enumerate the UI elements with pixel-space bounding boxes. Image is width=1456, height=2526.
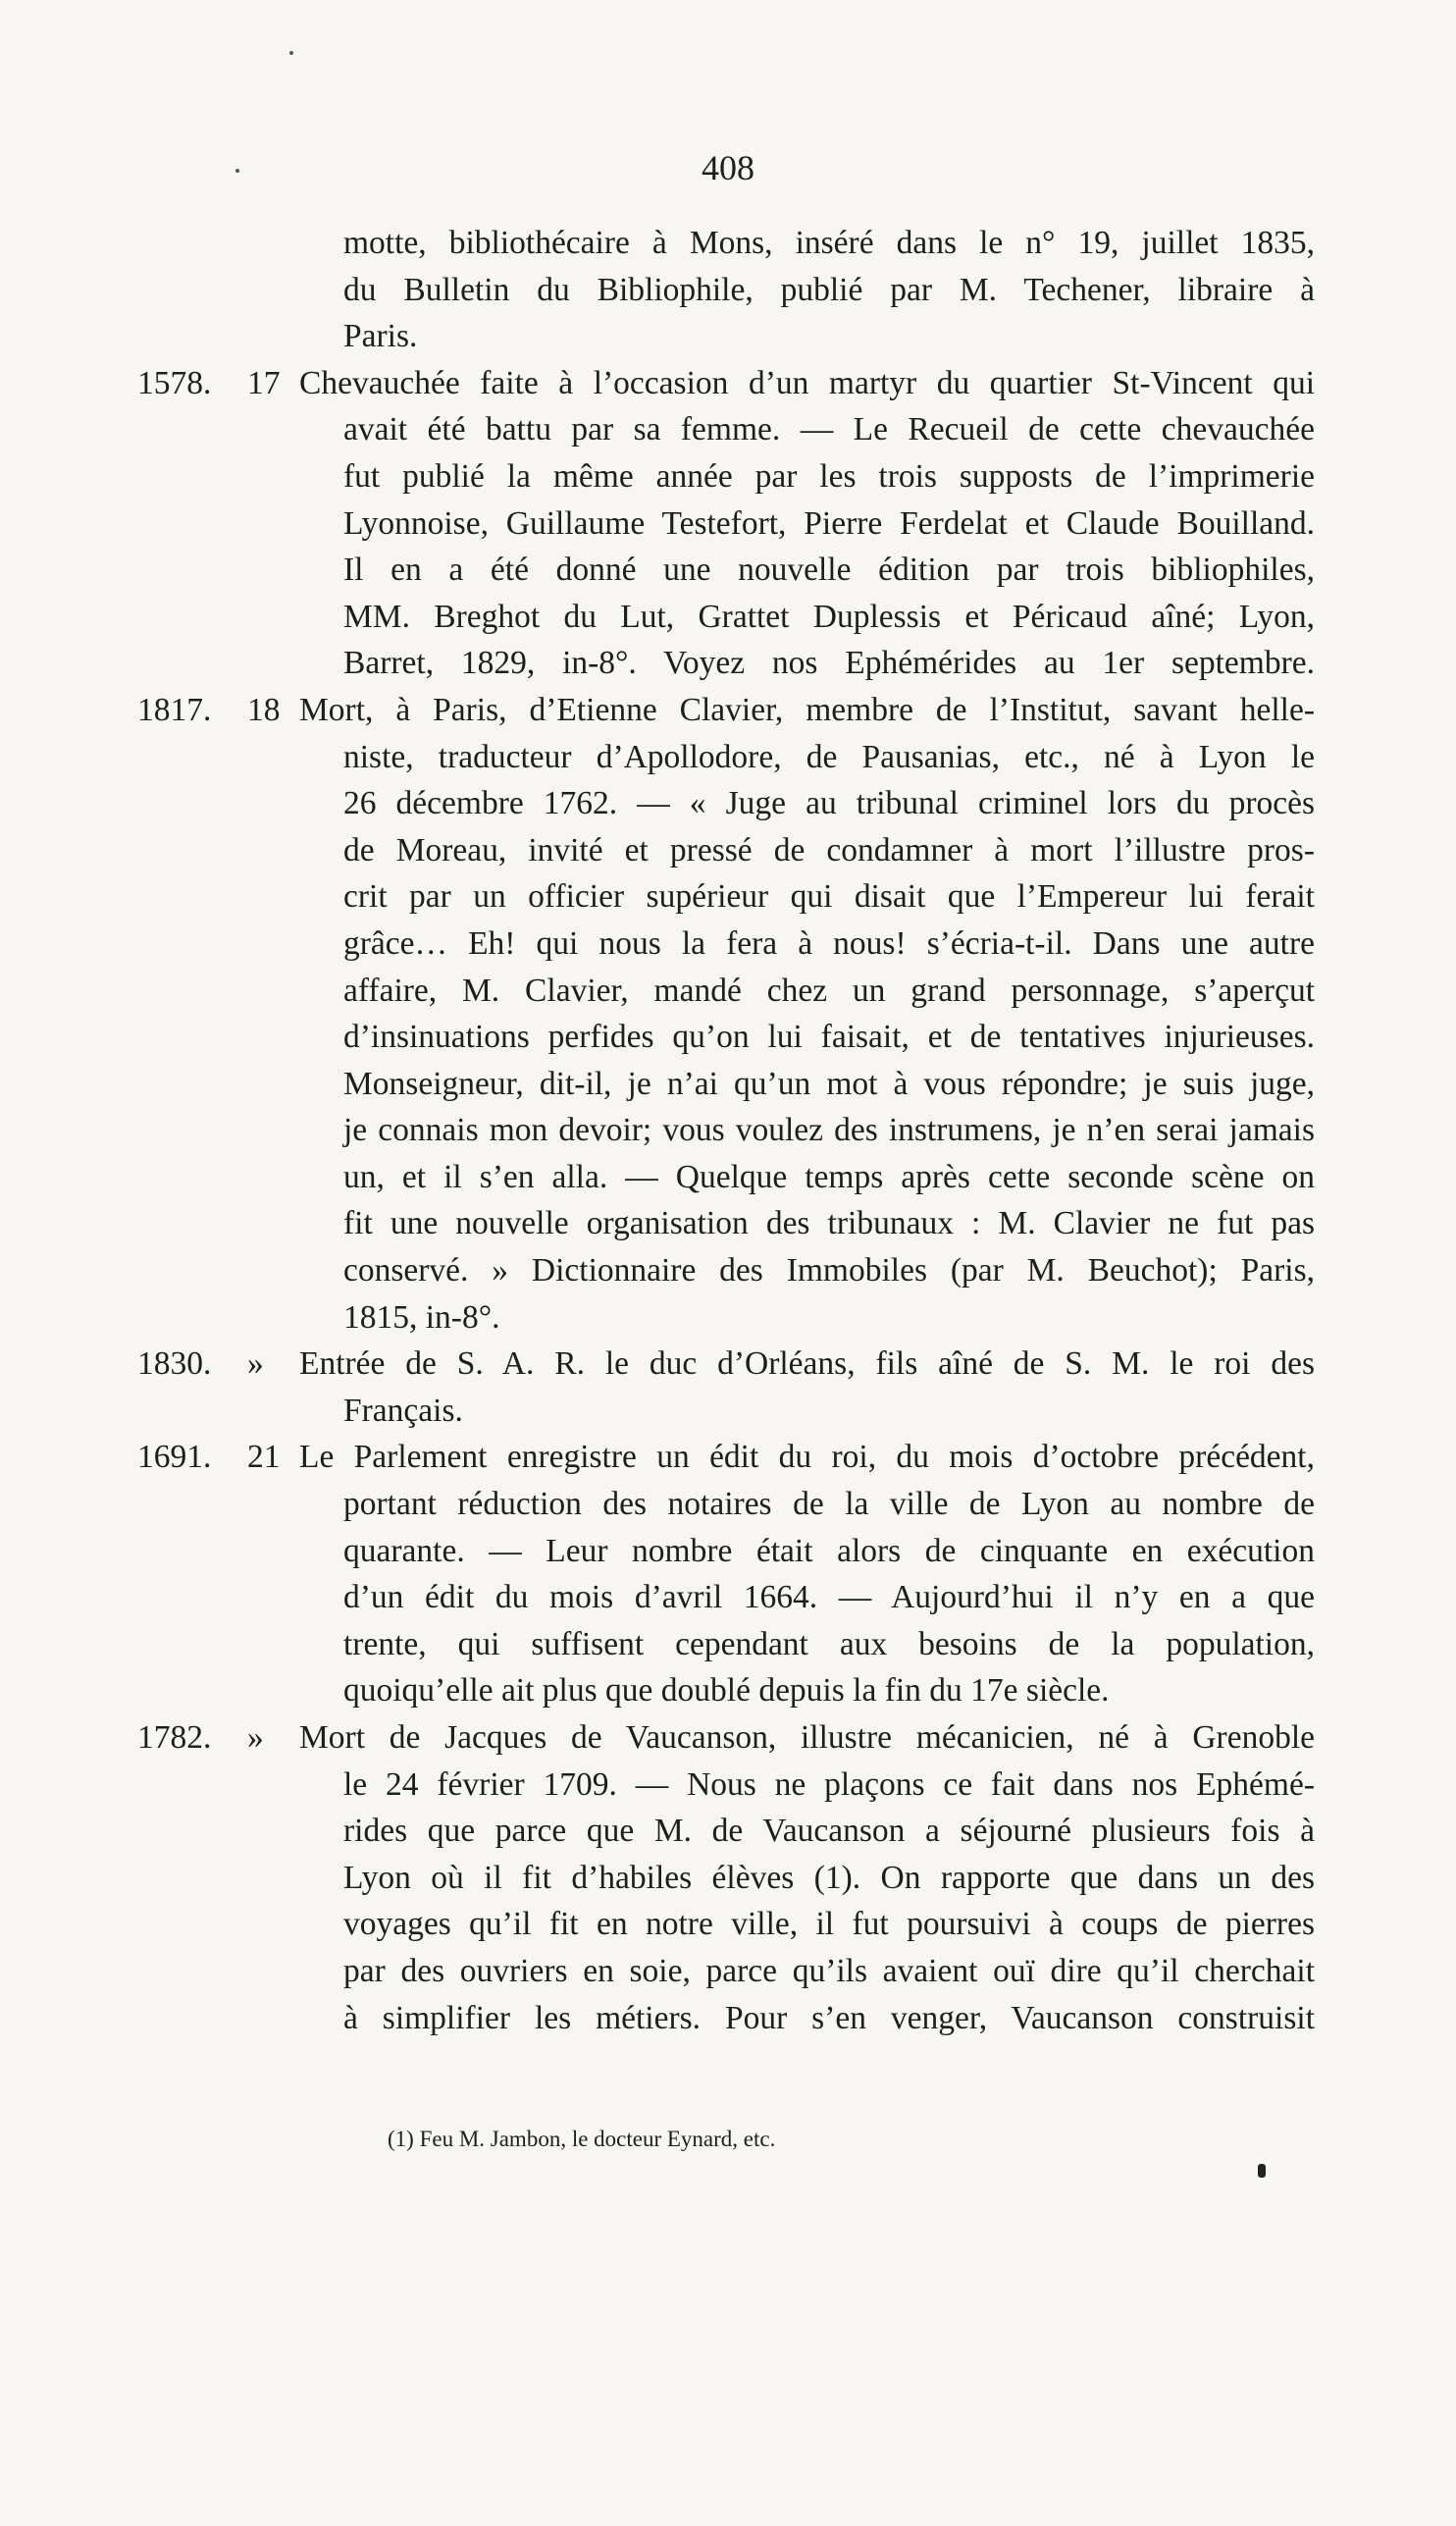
entry-date: [137, 1434, 299, 1481]
entry-first-line: [137, 687, 1315, 734]
entry-day: »: [247, 1345, 264, 1383]
text-line: 26 décembre 1762. — « Juge au tribunal criminel lors du procès: [343, 785, 1315, 822]
entry-year: 1817.: [137, 691, 212, 728]
entry-first-line: [137, 1341, 1315, 1388]
text-line: avait été battu par sa femme. — Le Recueil de cette chevauchée: [343, 411, 1315, 448]
text-line: conservé. » Dictionnaire des Immobiles (par M. Beuchot); Paris,: [343, 1252, 1315, 1289]
footnote: (1) Feu M. Jambon, le docteur Eynard, etc.: [388, 2127, 776, 2151]
paper-speck: [235, 169, 239, 173]
text-line: d’un édit du mois d’avril 1664. — Aujourd’hui il n’y en a que: [343, 1579, 1315, 1616]
text-line: Il en a été donné une nouvelle édition par trois bibliophiles,: [343, 552, 1315, 589]
text-line: motte, bibliothécaire à Mons, inséré dans le n° 19, juillet 1835,: [343, 225, 1315, 261]
text-line: portant réduction des notaires de la ville de Lyon au nombre de: [343, 1486, 1315, 1523]
page-number: 408: [702, 148, 754, 187]
text-line: fit une nouvelle organisation des tribunaux : M. Clavier ne fut pas: [343, 1205, 1315, 1242]
text-line: Mort de Jacques de Vaucanson, illustre mécanicien, né à Grenoble: [299, 1719, 1315, 1756]
text-line: Barret, 1829, in-8°. Voyez nos Ephémérides au 1er septembre.: [343, 645, 1315, 682]
entry-date: [137, 687, 299, 734]
text-line: Monseigneur, dit-il, je n’ai qu’un mot à vous répondre; je suis juge,: [343, 1065, 1315, 1102]
text-line: Mort, à Paris, d’Etienne Clavier, membre de l’Institut, savant helle-: [299, 691, 1315, 728]
text-line: Paris.: [343, 318, 418, 355]
entry-date: [137, 1341, 299, 1388]
text-line: d’insinuations perfides qu’on lui faisait, et de tentatives injurieuses.: [343, 1019, 1315, 1056]
text-line: fut publié la même année par les trois supposts de l’imprimerie: [343, 457, 1315, 495]
entry-first-line: [137, 360, 1315, 407]
page-body: [137, 220, 1315, 2041]
entry-year: 1578.: [137, 364, 212, 401]
text-line: quoiqu’elle ait plus que doublé depuis la fin du 17e siècle.: [343, 1672, 1110, 1710]
entry-date: [137, 360, 299, 407]
paper-speck: [289, 51, 293, 55]
text-line: affaire, M. Clavier, mandé chez un grand personnage, s’aperçut: [343, 972, 1315, 1009]
text-line: je connais mon devoir; vous voulez des instrumens, je n’en serai jamais: [343, 1112, 1315, 1149]
text-line: voyages qu’il fit en notre ville, il fut poursuivi à coups de pierres: [343, 1906, 1315, 1943]
entry-1830: [137, 1341, 1315, 1434]
text-line: crit par un officier supérieur qui disait que l’Empereur lui ferait: [343, 878, 1315, 916]
text-line: un, et il s’en alla. — Quelque temps après cette seconde scène on: [343, 1158, 1315, 1195]
entry-1578: [137, 360, 1315, 687]
entry-first-line: [137, 1714, 1315, 1762]
text-line: grâce… Eh! qui nous la fera à nous! s’écria-t-il. Dans une autre: [343, 924, 1315, 962]
entry-year: 1830.: [137, 1345, 212, 1383]
text-line: Entrée de S. A. R. le duc d’Orléans, fils aîné de S. M. le roi des: [299, 1345, 1315, 1383]
entry-1817: [137, 687, 1315, 1341]
text-line: le 24 février 1709. — Nous ne plaçons ce fait dans nos Ephémé-: [343, 1765, 1315, 1803]
entry-date: [137, 1714, 299, 1762]
text-line: à simplifier les métiers. Pour s’en venger, Vaucanson construisit: [343, 1999, 1315, 2036]
text-line: de Moreau, invité et pressé de condamner à mort l’illustre pros-: [343, 831, 1315, 868]
text-line: quarante. — Leur nombre était alors de cinquante en exécution: [343, 1532, 1315, 1569]
entry-day: 18: [247, 691, 281, 728]
text-line: niste, traducteur d’Apollodore, de Pausanias, etc., né à Lyon le: [343, 738, 1315, 775]
ink-blot: [1258, 2164, 1266, 2178]
text-line: Chevauchée faite à l’occasion d’un martyr du quartier St-Vincent qui: [299, 364, 1315, 401]
text-line: Lyon où il fit d’habiles élèves (1). On rapporte que dans un des: [343, 1859, 1315, 1896]
text-line: du Bulletin du Bibliophile, publié par M. Techener, libraire à: [343, 271, 1315, 308]
entry-first-line: [137, 1434, 1315, 1481]
entry-1691: [137, 1434, 1315, 1714]
entry-day: 21: [247, 1439, 281, 1476]
entry-day: »: [247, 1719, 264, 1756]
text-line: Français.: [343, 1392, 463, 1429]
entry-year: 1691.: [137, 1439, 212, 1476]
entry-day: 17: [247, 364, 281, 401]
text-line: 1815, in-8°.: [343, 1298, 500, 1336]
text-line: trente, qui suffisent cependant aux besoins de la population,: [343, 1625, 1315, 1662]
text-line: par des ouvriers en soie, parce qu’ils avaient ouï dire qu’il cherchait: [343, 1952, 1315, 1989]
text-line: rides que parce que M. de Vaucanson a séjourné plusieurs fois à: [343, 1813, 1315, 1850]
text-line: Lyonnoise, Guillaume Testefort, Pierre Ferdelat et Claude Bouilland.: [343, 504, 1315, 542]
entry-1782: [137, 1714, 1315, 2041]
text-line: MM. Breghot du Lut, Grattet Duplessis et Péricaud aîné; Lyon,: [343, 598, 1315, 635]
entry-year: 1782.: [137, 1719, 212, 1756]
text-line: Le Parlement enregistre un édit du roi, du mois d’octobre précédent,: [299, 1439, 1315, 1476]
